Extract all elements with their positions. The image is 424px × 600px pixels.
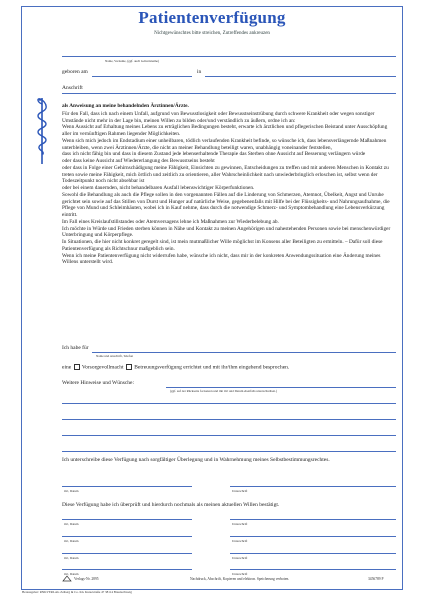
name-caption: Name, Vorname, (ggf. auch Geburtsname): [105, 59, 159, 63]
publisher-line: Herausgeber: RNKVERLAG Zeiberg & Co. KG Kreuzstraße 47 38114 Braunschweig: [22, 590, 132, 594]
signature-field[interactable]: [230, 569, 396, 570]
born-date-field[interactable]: [92, 76, 192, 77]
place-date-field[interactable]: [62, 536, 192, 537]
notes-line[interactable]: [62, 435, 396, 436]
signature-caption: Unterschrift: [232, 539, 248, 543]
directive-intro: als Anweisung an meine behandelnden Ärztinnen/Ärzte.: [62, 103, 189, 109]
signature-caption: Unterschrift: [232, 489, 248, 493]
form-number: Verlags-Nr. 2895: [74, 577, 99, 581]
place-date-caption: Ort, Datum: [64, 489, 79, 493]
name-field[interactable]: [62, 56, 396, 57]
betreuungsverfuegung-checkbox[interactable]: [126, 364, 132, 370]
signature-field[interactable]: [230, 486, 396, 487]
notes-line[interactable]: [62, 403, 396, 404]
discussed-label: Ich habe für: [62, 345, 89, 351]
born-place-field[interactable]: [205, 76, 396, 77]
signature-field[interactable]: [230, 536, 396, 537]
discussed-person-field[interactable]: [92, 352, 396, 353]
form-subtitle: Nichtgewünschtes bitte streichen, Zutreffendes ankreuzen: [154, 31, 270, 36]
discussed-pre: eine: [62, 364, 72, 371]
directive-paragraph: Wenn Aussicht auf Erhaltung meines Lebens zu erträglichen Bedingungen besteht, erwarte ich ärztlichen und pflegerischen Beistand unter Ausschöpfung aller im vernünftigen Rahmen liegender Möglichkeiten.: [62, 124, 388, 137]
place-date-caption: Ort, Datum: [64, 522, 79, 526]
directive-paragraph: Wenn sich mich jedoch im Endstadium einer unheilbaren, tödlich verlaufenden Krankheit befinde, so wünsche ich, dass lebensverlängernde Maßnahmen unterbleiben, wenn zwei Ärztinnen/Ärzte, die nicht an meiner Behandlung beteiligt waren, unabhängig voneinander feststellen,: [62, 137, 387, 151]
notes-label: Weitere Hinweise und Wünsche:: [62, 380, 135, 386]
place-date-field[interactable]: [62, 486, 192, 487]
betreuungsverfuegung-label: Betreuungsverfügung errichtet und mit ihr/ihm eingehend besprochen.: [134, 364, 290, 371]
signature-caption: Unterschrift: [232, 522, 248, 526]
directive-paragraph: In Situationen, die hier nicht konkret geregelt sind, ist mein mutmaßlicher Wille möglichst im Konsens aller Beteiligten zu ermitteln. – Dafür soll diese Patientenverfügung als Richtschnur maßgeblich sein.: [62, 239, 383, 252]
form-title: Patientenverfügung: [138, 8, 286, 27]
notes-line[interactable]: [62, 419, 396, 420]
article-code: 3456789 P: [368, 577, 384, 581]
signature-field[interactable]: [230, 553, 396, 554]
directive-paragraph: Für den Fall, dass ich nach einem Unfall, aufgrund von Bewusstlosigkeit oder Bewusstseinstrübung durch schwere Krankheit oder wegen sonstiger Umstände nicht mehr in der Lage bin, meinen Willen zu bilden oder/und verständlich zu äußern, ordne ich an:: [62, 110, 375, 124]
directive-paragraph: dass ich nicht fähig bin und dass in diesem Zustand jede lebenserhaltende Therapie das Sterben ohne Aussicht auf Besserung verlängern würde: [62, 151, 366, 158]
signature-caption: Unterschrift: [232, 572, 248, 576]
place-date-field[interactable]: [62, 519, 192, 520]
born-label: geboren am: [62, 69, 88, 75]
directive-paragraph: oder dass in Folge einer Gehirnschädigung meine Fähigkeit, Einsichten zu gewinnen, Entscheidungen zu treffen und mit anderen Menschen in Kontakt zu treten sowie meine Fähigkeit, mich örtlich und zeitlich zu orientieren, aller Wahrscheinlichkeit nach unwiederbringlich erloschen ist, selbst wenn der Todeszeitpunkt noch nicht absehbar ist: [62, 164, 389, 185]
directive-paragraph: Ich möchte in Würde und Frieden sterben können in Nähe und Kontakt zu meinen Angehörigen und nahestehenden Personen sowie bei menschenwürdiger Unterbringung und Körperpflege.: [62, 225, 391, 239]
address-field[interactable]: [62, 93, 396, 94]
staff-of-asclepius-icon: [34, 96, 50, 166]
signature-caption: Unterschrift: [232, 556, 248, 560]
notes-line[interactable]: [166, 387, 396, 388]
directive-paragraph: Sowohl die Behandlung als auch die Pflege sollen in den vorgenannten Fällen auf die Linderung von Schmerzen, Atemnot, Übelkeit, Angst und Unruhe gerichtet sein sowie auf das Stillen von Durst und Hunger auf natürliche Weise, gegebenenfalls mit Hilfe bei der Flüssigkeits- und Nahrungsaufnahme, die Pflege von Mund und Schleimhäuten, wobei ich in Kauf nehme, dass durch die notwendige Schmerz- und Symptombehandlung eine Lebensverkürzung eintritt.: [62, 191, 390, 218]
directive-paragraph: oder dass keine Aussicht auf Wiedererlangung des Bewusstseins besteht: [62, 158, 215, 164]
signature-field[interactable]: [230, 519, 396, 520]
directive-paragraph: oder bei einem dauernden, nicht behandelbaren Ausfall lebenswichtiger Körperfunktionen.: [62, 185, 255, 191]
place-date-caption: Ort, Datum: [64, 556, 79, 560]
directive-paragraph: Im Fall eines Kreislaufstillstandes oder Atemversagens lehne ich Maßnahmen zur Wiederbelebung ab.: [62, 218, 279, 225]
copy-notice: Nachdruck, Abschrift, Kopieren und elektron. Speicherung verboten.: [190, 577, 290, 581]
place-date-field[interactable]: [62, 569, 192, 570]
discussed-options: [62, 364, 289, 370]
place-date-field[interactable]: [62, 553, 192, 554]
born-in-label: in: [197, 69, 202, 75]
vorsorgevollmacht-label: Vorsorgevollmacht: [81, 364, 124, 371]
notes-line[interactable]: [62, 451, 396, 452]
notes-caption: (ggf. auf der Rückseite fortsetzen und mit Ort und Datum ebenfalls unterschreiben.): [170, 389, 278, 393]
place-date-caption: Ort, Datum: [64, 572, 79, 576]
vorsorgevollmacht-checkbox[interactable]: [74, 364, 80, 370]
directive-paragraph: Wenn ich meine Patientenverfügung nicht widerrufen habe, wünsche ich nicht, dass mir in der konkreten Anwendungssituation eine Änderung meines Willens unterstellt wird.: [62, 252, 381, 266]
signature-statement: Ich unterschreibe diese Verfügung nach sorgfältiger Überlegung und in Wahrnehmung meines Selbstbestimmungsrechtes.: [62, 457, 330, 463]
place-date-caption: Ort, Datum: [64, 539, 79, 543]
address-label: Anschrift: [62, 85, 83, 91]
reconfirm-statement: Diese Verfügung habe ich überprüft und hierdurch nochmals als meinen aktuellen Willen bestätigt.: [62, 502, 280, 508]
discussed-caption: Name und Anschrift, Telefon: [96, 354, 134, 358]
publisher-logo-icon: [62, 575, 72, 582]
directive-body: [62, 103, 396, 266]
